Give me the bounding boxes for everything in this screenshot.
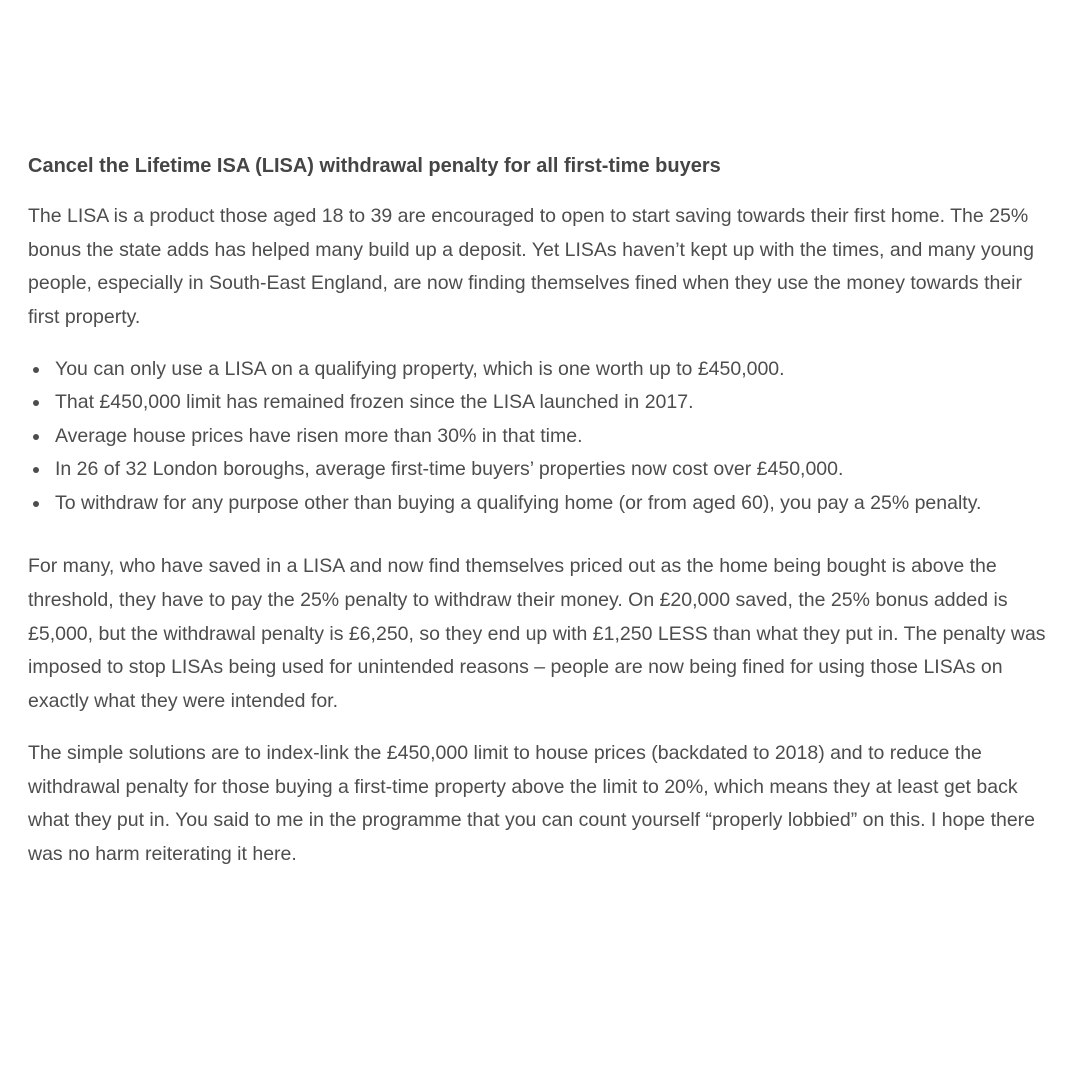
bullet-item xyxy=(28,487,1058,521)
article-title: Cancel the Lifetime ISA (LISA) withdrawal penalty for all first-time buyers xyxy=(28,155,721,177)
bullet-item xyxy=(28,420,1058,454)
bullet-text: Average house prices have risen more than 30% in that time. xyxy=(55,424,583,447)
bullet-text: You can only use a LISA on a qualifying property, which is one worth up to £450,000. xyxy=(55,357,785,380)
bullet-dot-icon xyxy=(33,501,39,507)
intro-paragraph: The LISA is a product those aged 18 to 39 are encouraged to open to start saving towards their first home. The 25% bonus the state adds has helped many build up a deposit. Yet LISAs haven’t kept up with the times, and many young people, especially in South-East England, are now finding themselves fined when they use the money towards their first property. xyxy=(28,205,1035,329)
bullet-item xyxy=(28,453,1058,487)
bullet-dot-icon xyxy=(33,367,39,373)
bullet-text: To withdraw for any purpose other than buying a qualifying home (or from aged 60), you pay a 25% penalty. xyxy=(55,491,982,514)
body-paragraph-3: The simple solutions are to index-link the £450,000 limit to house prices (backdated to 2018) and to reduce the withdrawal penalty for those buying a first-time property above the limit to 20%, which means they at least get back what they put in. You said to me in the programme that you can count yourself “properly lobbied” on this. I hope there was no harm reiterating it here. xyxy=(28,741,1036,865)
bullet-text: In 26 of 32 London boroughs, average first-time buyers’ properties now cost over £450,000. xyxy=(55,458,844,481)
bullet-dot-icon xyxy=(33,467,39,473)
bullet-list xyxy=(28,353,1058,521)
bullet-item xyxy=(28,386,1058,420)
bullet-item xyxy=(28,353,1058,387)
bullet-text: That £450,000 limit has remained frozen since the LISA launched in 2017. xyxy=(55,391,694,414)
article xyxy=(28,150,1058,872)
bullet-dot-icon xyxy=(33,434,39,440)
body-paragraph-2: For many, who have saved in a LISA and now find themselves priced out as the home being bought is above the threshold, they have to pay the 25% penalty to withdraw their money. On £20,000 saved, the 25% bonus added is £5,000, but the withdrawal penalty is £6,250, so they end up with £1,250 LESS than what they put in. The penalty was imposed to stop LISAs being used for unintended reasons – people are now being fined for using those LISAs on exactly what they were intended for. xyxy=(28,555,1046,713)
bullet-dot-icon xyxy=(33,400,39,406)
